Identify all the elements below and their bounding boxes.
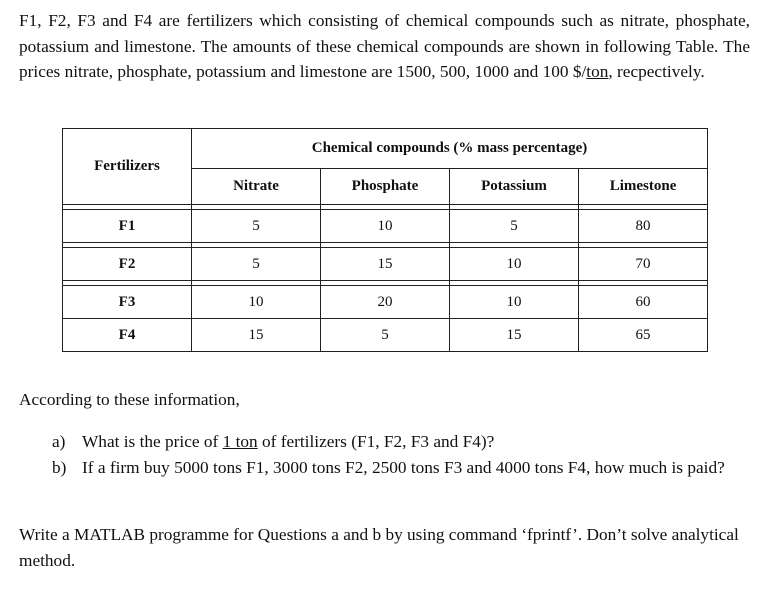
table-cell: 65 [579, 319, 708, 352]
table-cell: 60 [579, 286, 708, 319]
question-b-label: b) [52, 457, 67, 477]
table-cell: 10 [321, 210, 450, 243]
table-cell: 10 [450, 248, 579, 281]
table-cell: 5 [192, 210, 321, 243]
table-cell: 20 [321, 286, 450, 319]
group-header-cell: Chemical compounds (% mass percentage) [192, 129, 708, 169]
intro-paragraph [19, 8, 750, 85]
questions-intro: According to these information, [19, 390, 240, 409]
table-cell: 15 [192, 319, 321, 352]
question-list [52, 429, 752, 480]
table-row [63, 210, 708, 243]
question-a [52, 429, 752, 455]
table-header-row [63, 129, 708, 169]
table-row [63, 248, 708, 281]
table-cell: 15 [321, 248, 450, 281]
table-cell: 70 [579, 248, 708, 281]
intro-text-part1: F1, F2, F3 and F4 are fertilizers which consisting of chemical compounds such as nitrate, phosphate, potassium and limestone. The amounts of these chemical compounds are shown in following Table. The prices nitrate, phosphate, potassium and limestone are 1500, 500, 1000 and 100 $/ [19, 11, 750, 81]
table-cell: 5 [192, 248, 321, 281]
table-cell: 5 [450, 210, 579, 243]
table-cell: 15 [450, 319, 579, 352]
column-header: Nitrate [192, 169, 321, 205]
question-a-text-post: of fertilizers (F1, F2, F3 and F4)? [257, 432, 495, 451]
column-header: Phosphate [321, 169, 450, 205]
fertilizer-table [62, 128, 708, 352]
fertilizer-name: F3 [63, 286, 192, 319]
intro-unit-underlined: ton [586, 62, 609, 81]
intro-text-part2: , recpectively. [608, 62, 705, 81]
fertilizer-name: F4 [63, 319, 192, 352]
table-cell: 80 [579, 210, 708, 243]
table-cell: 5 [321, 319, 450, 352]
question-b-text: If a firm buy 5000 tons F1, 3000 tons F2, 2500 tons F3 and 4000 tons F4, how much is paid? [82, 457, 725, 477]
question-b [52, 455, 752, 481]
question-a-text-pre: What is the price of [82, 432, 223, 451]
task-instruction: Write a MATLAB programme for Questions a and b by using command ‘fprintf’. Don’t solve analytical method. [19, 525, 739, 570]
question-a-label: a) [52, 432, 66, 451]
row-header-cell: Fertilizers [63, 129, 192, 205]
table-cell: 10 [450, 286, 579, 319]
table-row [63, 286, 708, 319]
fertilizer-name: F1 [63, 210, 192, 243]
table-row [63, 319, 708, 352]
column-header: Limestone [579, 169, 708, 205]
column-header: Potassium [450, 169, 579, 205]
table-cell: 10 [192, 286, 321, 319]
fertilizer-name: F2 [63, 248, 192, 281]
question-a-underlined: 1 ton [222, 432, 258, 451]
